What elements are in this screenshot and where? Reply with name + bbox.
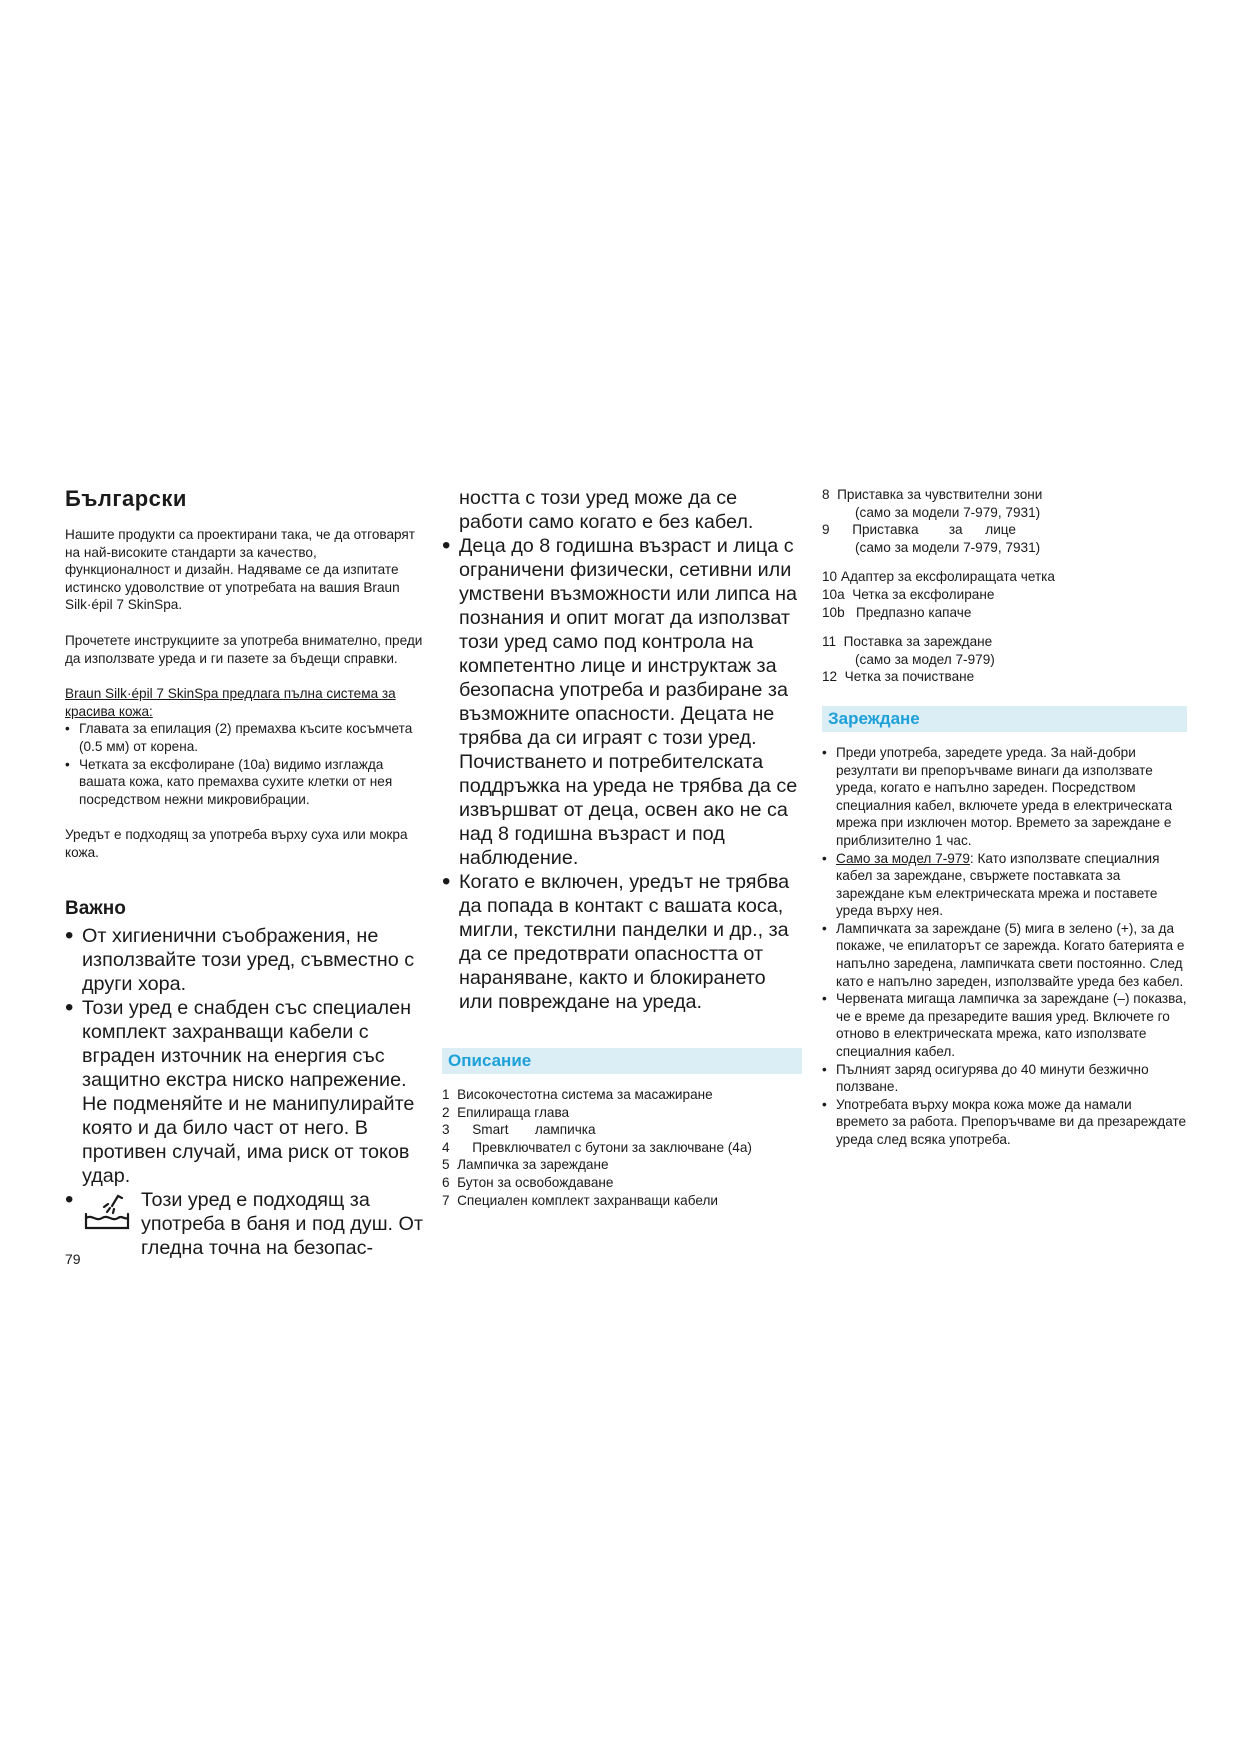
bath-warning [65,1185,425,1260]
system-title: Braun Silk·épil 7 SkinSpa предлага пълна система за красива кожа: [65,686,396,719]
list-item: 10b Предпазно капаче [822,604,972,620]
list-item: 7 Специален комплект захранващи кабели [442,1192,719,1208]
list-item-note: (само за модели 7-979, 7931) [855,504,1041,520]
list-item-note: (само за модел 7-979) [855,651,995,667]
list-item: • Когато е включен, уредът не трябва да попада в контакт с вашата коса, мигли, текстилни панделки и др., за да се предотврати опасността от нараняване, както и блокирането или повреждане на уреда. [442,870,802,1014]
list-item: • От хигиенични съображения, не използвайте този уред, съвместно с други хора. [65,924,425,996]
system-list [65,720,425,808]
bullet: • [65,1185,74,1213]
column-right [822,486,1187,1149]
list-item: • Червената мигаща лампичка за зареждане (–) показва, че е време да презаредите вашия уред. Включете го отново в електрическата мрежа, като използвате специалния кабел. [822,990,1187,1060]
list-item: 8 Приставка за чувствителни зони [822,487,1043,502]
language-title: Български [65,486,187,511]
list-item: 10а Четка за ексфолиране [822,586,995,602]
important-title: Важно [65,897,126,919]
list-item: 9 Приставка за лице [822,522,1016,538]
charging-list [822,744,1187,1149]
read-instructions: Прочетете инструкциите за употреба внимателно, преди да използвате уреда и ги пазете за бъдещи справки. [65,632,423,666]
list-item: • Лампичката за зареждане (5) мига в зелено (+), за да покаже, че епилаторът се зарежда. Когато батерията е напълно заредена, лампичката свети постоянно. След като е напълно зареден, използвайте уреда без кабел. [822,920,1187,990]
list-item: • Пълният заряд осигурява до 40 минути безжично ползване. [822,1061,1187,1096]
important-list [65,924,425,1188]
list-item: • Употребата върху мокра кожа може да намали времето за работа. Препоръчваме ви да презареждате уреда след всяка употреба. [822,1096,1187,1149]
model-text: : Като използвате специалния кабел за зареждане, свържете поставката за зареждане към електрическата мрежа и поставете уреда върху нея. [836,850,1160,919]
safety-list [442,534,802,1014]
parts-list [442,1086,802,1209]
parts-group [822,568,1187,621]
continuation-text: ността с този уред може да се работи само когато е без кабел. [459,487,754,533]
shower-bath-icon [82,1192,134,1232]
parts-group [822,486,1187,556]
list-item: • Преди употреба, заредете уреда. За най-добри резултати ви препоръчваме винаги да използвате уреда, когато е напълно зареден. Посредством специалния кабел, включете уреда в електрическата мрежа при изключен мотор. Времето за зареждане е приблизително 1 час. [822,744,1187,850]
intro-paragraph: Нашите продукти са проектирани така, че да отговарят на най-високите стандарти за качество, функционалност и дизайн. Надяваме се да изпитате истинско удоволствие от употребата на вашия Braun Silk·épil 7 SkinSpa. [65,527,415,613]
description-heading: Описание [442,1048,802,1074]
list-item [822,850,1187,920]
list-item: • Главата за епилация (2) премахва късите косъмчета (0.5 мм) от корена. [65,720,425,755]
list-item: 6 Бутон за освобождаване [442,1174,614,1190]
list-item: 1 Високочестотна система за масажиране [442,1087,713,1102]
list-item: • Деца до 8 годишна възраст и лица с ограничени физически, сетивни или умствени възможности или липса на познания и опит могат да използват този уред само под контрола на компетентно лице и инструктаж за безопасна употреба и разбиране за възможните опасности. Децата не трябва да си играят с този уред. Почистването и потребителската поддръжка на уреда не трябва да се извършват от деца, освен ако не са над 8 годишна възраст и под наблюдение. [442,534,802,870]
list-item: 10 Адаптер за ексфолиращата четка [822,569,1055,585]
list-item: • Четката за ексфолиране (10а) видимо изглажда вашата кожа, като премахва сухите клетки от нея посредством нежни микровибрации. [65,756,425,809]
list-item: 3 Smart лампичка [442,1122,596,1138]
charging-heading: Зареждане [822,706,1187,732]
list-item-note: (само за модели 7-979, 7931) [855,539,1041,555]
list-item: 4 Превключвател с бутони за заключване (4а) [442,1139,752,1155]
list-item: 2 Епилираща глава [442,1104,570,1120]
parts-group [822,633,1187,686]
list-item: 11 Поставка за зареждане [822,634,993,650]
model-label: Само за модел 7-979 [836,850,970,866]
suitable-note: Уредът е подходящ за употреба върху суха или мокра кожа. [65,827,408,860]
page-number: 79 [65,1251,81,1267]
list-item: 12 Четка за почистване [822,669,975,685]
column-middle [442,486,802,1209]
column-left [65,486,425,1260]
bath-text: Този уред е подходящ за употреба в баня и под душ. От гледна точна на безопас- [141,1188,423,1259]
list-item: 5 Лампичка за зареждане [442,1157,609,1173]
list-item: • Този уред е снабден със специален комплект захранващи кабели с вграден източник на енергия със защитно екстра ниско напрежение. Не подменяйте и не манипулирайте която и да било част от него. В противен случай, има риск от токов удар. [65,996,425,1188]
